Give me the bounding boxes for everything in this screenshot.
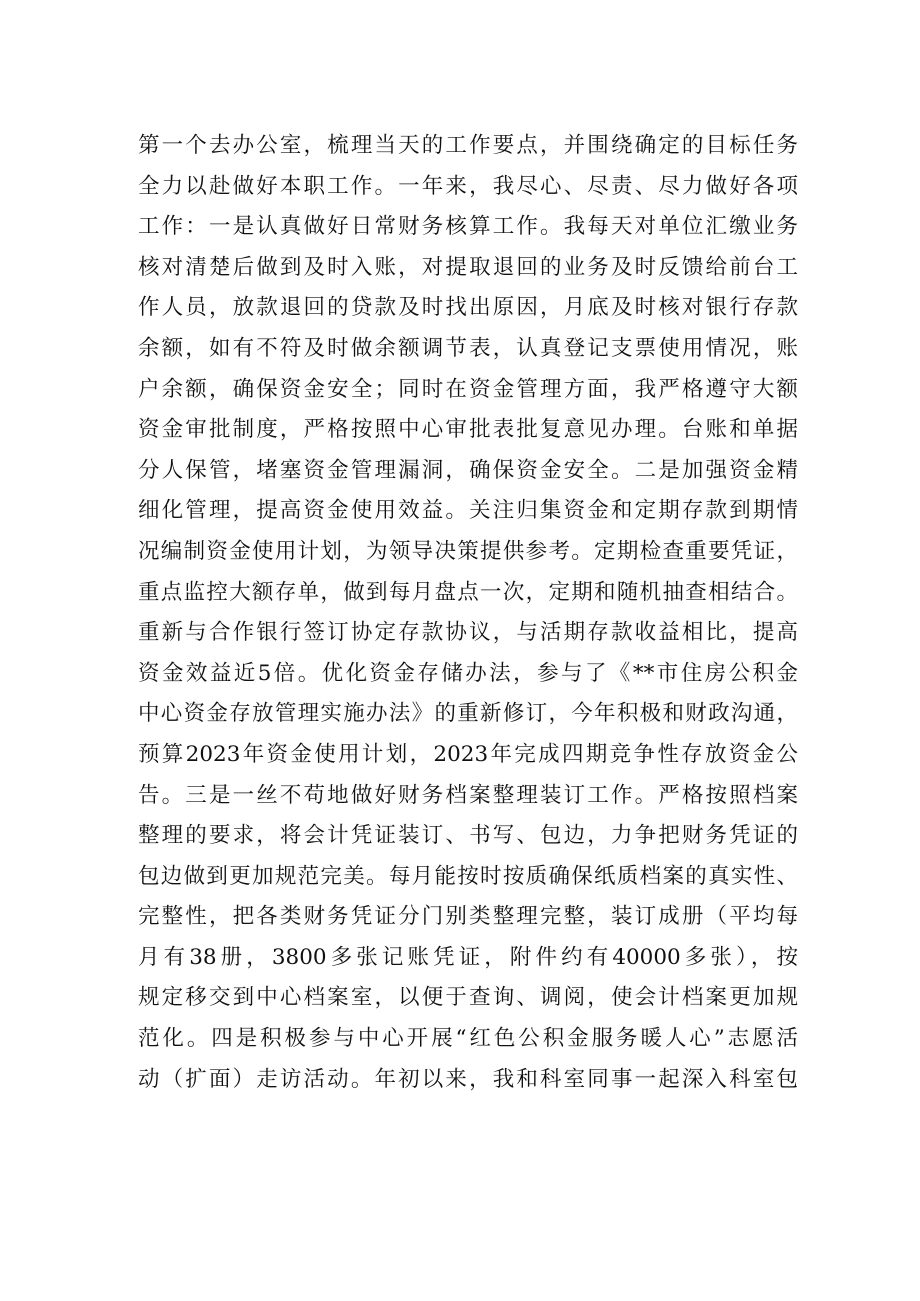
text-line: 细化管理，提高资金使用效益。关注归集资金和定期存款到期情 [138,498,798,524]
text-line: 资金审批制度，严格按照中心审批表批复意见办理。台账和单据 [138,417,798,443]
text-line: 核对清楚后做到及时入账，对提取退回的业务及时反馈给前台工 [138,254,798,280]
body-paragraph [138,126,798,1100]
text-line: 范化。四是积极参与中心开展“红色公积金服务暖人心”志愿活 [138,1026,798,1052]
text-line: 资金效益近5倍。优化资金存储办法，参与了《**市住房公积金 [138,660,798,686]
text-line: 第一个去办公室，梳理当天的工作要点，并围绕确定的目标任务 [138,133,798,158]
text-line: 况编制资金使用计划，为领导决策提供参考。定期检查重要凭证， [138,538,798,564]
text-line: 重新与合作银行签订协定存款协议，与活期存款收益相比，提高 [138,620,798,646]
text-line: 工作：一是认真做好日常财务核算工作。我每天对单位汇缴业务 [138,214,798,240]
text-line: 规定移交到中心档案室，以便于查询、调阅，使会计档案更加规 [138,985,798,1011]
text-line: 整理的要求，将会计凭证装订、书写、包边，力争把财务凭证的 [138,823,798,849]
text-line: 中心资金存放管理实施办法》的重新修订，今年积极和财政沟通， [138,701,798,727]
text-line: 月有38册，3800多张记账凭证，附件约有40000多张），按 [138,944,798,970]
text-line: 户余额，确保资金安全；同时在资金管理方面，我严格遵守大额 [138,376,798,402]
text-line: 余额，如有不符及时做余额调节表，认真登记支票使用情况，账 [138,335,798,361]
text-line: 告。三是一丝不苟地做好财务档案整理装订工作。严格按照档案 [138,782,798,808]
text-line: 动（扩面）走访活动。年初以来，我和科室同事一起深入科室包 [138,1066,798,1092]
text-line: 重点监控大额存单，做到每月盘点一次，定期和随机抽查相结合。 [138,579,798,605]
text-line: 完整性，把各类财务凭证分门别类整理完整，装订成册（平均每 [138,904,798,930]
text-line: 全力以赴做好本职工作。一年来，我尽心、尽责、尽力做好各项 [138,173,798,199]
text-line: 包边做到更加规范完美。每月能按时按质确保纸质档案的真实性、 [138,863,798,889]
text-line: 预算2023年资金使用计划，2023年完成四期竞争性存放资金公 [138,741,798,767]
text-line: 分人保管，堵塞资金管理漏洞，确保资金安全。二是加强资金精 [138,457,798,483]
text-line: 作人员，放款退回的贷款及时找出原因，月底及时核对银行存款 [138,295,798,321]
